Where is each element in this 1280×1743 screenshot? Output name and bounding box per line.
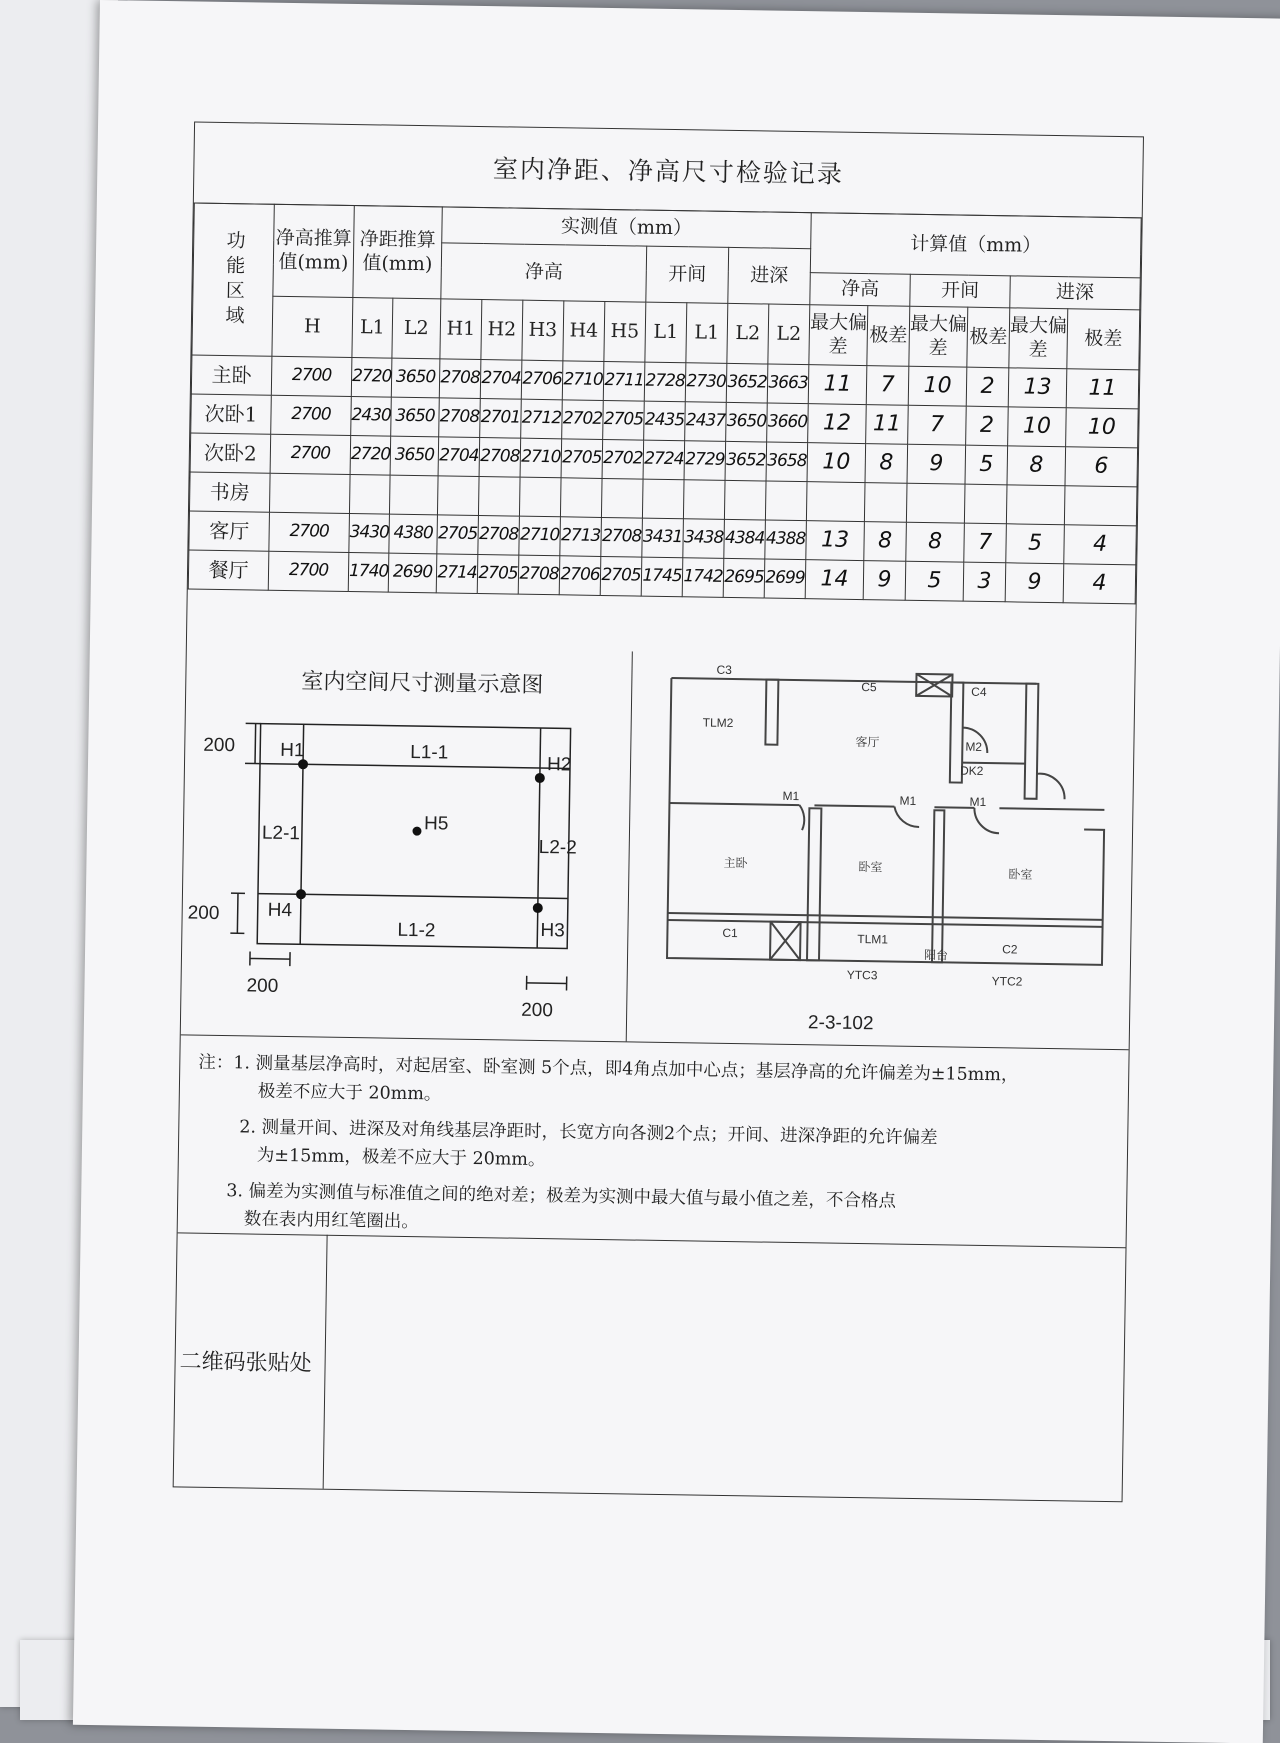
- col-h2: H2: [481, 300, 523, 361]
- dim-label-top: 200: [203, 735, 235, 756]
- cell-brng: 7: [964, 523, 1007, 563]
- plan-c2: C2: [1002, 942, 1018, 956]
- cell-m-l2a: [724, 480, 766, 520]
- header-calc-depth: 进深: [1010, 276, 1140, 310]
- dim-label-bottom: 200: [188, 902, 220, 923]
- cell-h4: 2705: [561, 439, 603, 479]
- plan-balcony: 阳台: [924, 948, 948, 962]
- plan-m2: M2: [965, 740, 982, 754]
- cell-m-l1a: [642, 479, 684, 519]
- plan-c1: C1: [722, 926, 738, 940]
- plan-caption: 2-3-102: [808, 1012, 874, 1035]
- cell-hrng: 11: [866, 405, 909, 445]
- label-l1-1: L1-1: [410, 742, 448, 764]
- cell-drng: 4: [1064, 525, 1137, 565]
- col-l1: L1: [352, 298, 393, 359]
- header-bay: 开间: [646, 246, 729, 303]
- cell-h4: 2702: [562, 400, 604, 440]
- plan-dk2: DK2: [960, 764, 984, 778]
- measurement-table: [188, 202, 1142, 604]
- cell-m-l2b: 4388: [765, 520, 807, 560]
- dim-label-right: 200: [521, 1000, 553, 1021]
- cell-m-l1a: 2724: [643, 440, 685, 480]
- cell-h5: 2711: [603, 361, 645, 401]
- plan-bed-a: 卧室: [858, 859, 882, 874]
- cell-hdev: 13: [806, 521, 865, 561]
- cell-l1: 3430: [349, 513, 390, 553]
- room-name: 次卧2: [190, 433, 271, 473]
- cell-bdev: 9: [907, 444, 966, 484]
- cell-brng: 3: [963, 562, 1006, 602]
- cell-hdev: 11: [808, 365, 867, 405]
- cell-m-l1b: 1742: [682, 558, 724, 598]
- col-h4: H4: [563, 301, 605, 362]
- cell-brng: 5: [965, 445, 1008, 485]
- cell-h5: 2702: [602, 439, 644, 479]
- cell-h1: 2704: [438, 437, 480, 477]
- cell-l2: 4380: [389, 514, 438, 554]
- cell-h4: [560, 478, 602, 518]
- cell-m-l1a: 2728: [644, 362, 686, 402]
- label-l1-2: L1-2: [397, 920, 435, 942]
- cell-ddev: [1006, 485, 1065, 525]
- label-l2-1: L2-1: [262, 823, 300, 845]
- cell-h2: 2708: [478, 516, 520, 556]
- cell-m-l1b: 3438: [683, 519, 725, 559]
- col-l2: L2: [392, 298, 441, 359]
- cell-drng: 10: [1066, 408, 1139, 448]
- cell-brng: [964, 484, 1007, 524]
- floor-plan: [631, 658, 1116, 1005]
- header-depth: 进深: [728, 247, 811, 304]
- point-h4: [296, 889, 306, 899]
- cell-l2: 3650: [390, 436, 439, 476]
- cell-h5: 2708: [601, 517, 643, 557]
- cell-l2: 2690: [388, 553, 437, 593]
- note-3a: 3. 偏差为实测值与标准值之间的绝对差；极差为实测中最大值与最小值之差，不合格点: [226, 1177, 896, 1213]
- cell-h4: 2706: [559, 556, 601, 596]
- cell-h3: 2710: [519, 516, 561, 556]
- header-func-area: 功能区域: [192, 203, 274, 356]
- cell-m-l1a: 3431: [642, 518, 684, 558]
- cell-h: 2700: [271, 356, 352, 396]
- cell-l1: 2430: [351, 396, 392, 436]
- cell-m-l2a: 2695: [723, 558, 765, 598]
- cell-h1: 2708: [439, 398, 481, 438]
- cell-h: 2700: [269, 512, 350, 552]
- dim-line-right: [527, 983, 567, 984]
- plan-c4: C4: [971, 685, 987, 699]
- cell-l1: 2720: [351, 358, 392, 398]
- cell-ddev: 9: [1005, 563, 1064, 603]
- diagram-section: [181, 644, 1135, 1050]
- cell-brng: 2: [966, 367, 1009, 407]
- plan-tlm2: TLM2: [703, 716, 734, 730]
- form-title: 室内净距、净高尺寸检验记录: [194, 123, 1143, 219]
- cell-m-l2a: 3652: [725, 441, 767, 481]
- cell-h1: [437, 476, 479, 516]
- plan-m1-c: M1: [969, 795, 986, 809]
- cell-hrng: 8: [865, 444, 908, 484]
- cell-m-l2b: 3663: [767, 364, 809, 404]
- label-h4: H4: [268, 900, 293, 921]
- cell-ddev: 10: [1008, 407, 1067, 447]
- cell-h: [269, 473, 350, 513]
- dim-line-top: [255, 724, 256, 764]
- header-calc: 计算值（mm）: [810, 213, 1141, 278]
- col-d-maxdev: 最大偏差: [1009, 308, 1068, 369]
- col-h3: H3: [522, 300, 564, 361]
- plan-c5: C5: [861, 680, 877, 694]
- cell-hrng: 9: [863, 561, 906, 601]
- point-h3: [533, 903, 543, 913]
- header-calc-net-h: 净高: [810, 273, 910, 307]
- header-l-est: 净距推算值(mm): [353, 206, 442, 299]
- col-l2-a: L2: [727, 303, 769, 364]
- point-h2: [535, 773, 545, 783]
- cell-h4: 2713: [560, 517, 602, 557]
- cell-h5: 2705: [600, 556, 642, 596]
- cell-m-l1b: 2730: [685, 363, 727, 403]
- cell-bdev: 5: [905, 561, 964, 601]
- cell-drng: 11: [1066, 369, 1139, 409]
- cell-m-l1b: 2729: [684, 441, 726, 481]
- col-b-range: 极差: [967, 307, 1010, 368]
- cell-m-l2b: 2699: [764, 559, 806, 599]
- cell-ddev: 5: [1006, 524, 1065, 564]
- point-h5: [412, 827, 421, 836]
- cell-l1: 1740: [348, 552, 389, 592]
- inspection-form: [173, 121, 1144, 1502]
- cell-h1: 2714: [436, 554, 478, 594]
- plan-m1-b: M1: [899, 794, 916, 808]
- plan-living: 客厅: [855, 734, 879, 749]
- cell-m-l2a: 3652: [726, 363, 768, 403]
- col-l2-b: L2: [768, 304, 810, 365]
- header-calc-bay: 开间: [910, 274, 1010, 308]
- col-h5: H5: [604, 301, 646, 362]
- cell-h2: 2701: [480, 399, 522, 439]
- cell-m-l1b: [683, 480, 725, 520]
- cell-hrng: [864, 483, 907, 523]
- cell-hdev: 14: [805, 560, 864, 600]
- room-name: 书房: [189, 472, 270, 512]
- cell-m-l1a: 2435: [644, 401, 686, 441]
- cell-h1: 2705: [437, 515, 479, 555]
- diagram-title: 室内空间尺寸测量示意图: [301, 664, 543, 699]
- room-measure-diagram: [181, 692, 626, 1039]
- cell-h2: 2704: [480, 360, 522, 400]
- note-1b: 极差不应大于 20mm。: [258, 1078, 442, 1106]
- cell-m-l2a: 3650: [726, 402, 768, 442]
- label-h1: H1: [280, 740, 305, 761]
- cell-bdev: 7: [908, 405, 967, 445]
- dim-line-bottom: [237, 893, 238, 933]
- cell-m-l1b: 2437: [685, 402, 727, 442]
- label-l2-2: L2-2: [539, 837, 577, 859]
- plan-m1-a: M1: [782, 789, 799, 803]
- cell-l2: 3650: [391, 358, 440, 398]
- note-2b: 为±15mm，极差不应大于 20mm。: [257, 1142, 546, 1172]
- cell-m-l2a: 4384: [724, 519, 766, 559]
- col-h-range: 极差: [867, 306, 910, 367]
- cell-l2: [389, 475, 438, 515]
- header-h-est: 净高推算值(mm): [273, 204, 354, 297]
- label-h5: H5: [424, 813, 449, 834]
- cell-m-l1a: 1745: [641, 557, 683, 597]
- cell-hdev: 10: [807, 443, 866, 483]
- note-2a: 2. 测量开间、进深及对角线基层净距时，长宽方向各测2个点；开间、进深净距的允许偏差: [239, 1113, 938, 1149]
- cell-m-l2b: [765, 481, 807, 521]
- plan-ytc3: YTC3: [847, 968, 878, 982]
- col-h-maxdev: 最大偏差: [809, 305, 868, 366]
- header-measured: 实测值（mm）: [442, 207, 812, 249]
- col-l1-b: L1: [686, 303, 728, 364]
- plan-tlm1: TLM1: [857, 932, 888, 946]
- cell-brng: 2: [966, 406, 1009, 446]
- qr-paste-area: [326, 1235, 1126, 1501]
- cell-hrng: 7: [866, 366, 909, 406]
- cell-h: 2700: [270, 434, 351, 474]
- label-h2: H2: [547, 754, 572, 775]
- cell-l1: [349, 474, 390, 514]
- cell-h3: 2706: [521, 360, 563, 400]
- notes-section: [178, 1034, 1129, 1248]
- note-1a: 注：1. 测量基层净高时，对起居室、卧室测 5个点，即4角点加中心点；基层净高的允许偏差为±15mm，: [198, 1049, 1019, 1087]
- cell-h3: 2712: [521, 399, 563, 439]
- cell-l2: 3650: [391, 397, 440, 437]
- cell-h3: 2708: [518, 555, 560, 595]
- dim-label-left: 200: [246, 975, 278, 996]
- label-h3: H3: [540, 920, 565, 941]
- cell-h: 2700: [271, 395, 352, 435]
- cell-h5: 2705: [603, 400, 645, 440]
- cell-drng: [1064, 486, 1137, 526]
- room-name: 主卧: [191, 355, 272, 395]
- cell-m-l2b: 3658: [766, 442, 808, 482]
- cell-hdev: 12: [808, 404, 867, 444]
- header-net-h: 净高: [441, 243, 647, 302]
- cell-h: 2700: [268, 551, 349, 591]
- cell-h3: 2710: [520, 438, 562, 478]
- note-3b: 数在表内用红笔圈出。: [244, 1205, 419, 1233]
- cell-h2: 2708: [479, 438, 521, 478]
- cell-l1: 2720: [350, 435, 391, 475]
- cell-ddev: 13: [1008, 368, 1067, 408]
- cell-drng: 4: [1063, 564, 1136, 604]
- room-name: 餐厅: [188, 550, 269, 590]
- cell-h5: [601, 478, 643, 518]
- cell-drng: 6: [1065, 447, 1138, 487]
- cell-hrng: 8: [864, 522, 907, 562]
- room-name: 次卧1: [191, 394, 272, 434]
- document-page: [73, 0, 1280, 1743]
- cell-ddev: 8: [1007, 446, 1066, 486]
- room-name: 客厅: [189, 511, 270, 551]
- cell-h3: [519, 477, 561, 517]
- plan-ytc2: YTC2: [992, 974, 1023, 988]
- plan-master: 主卧: [723, 855, 748, 870]
- col-h: H: [272, 296, 353, 357]
- cell-h4: 2710: [562, 361, 604, 401]
- cell-hdev: [806, 482, 865, 522]
- plan-c3: C3: [716, 663, 732, 677]
- cell-h2: [478, 477, 520, 517]
- plan-bed-b: 卧室: [1008, 866, 1032, 881]
- col-d-range: 极差: [1067, 309, 1140, 370]
- cell-h1: 2708: [439, 359, 481, 399]
- col-h1: H1: [440, 299, 482, 360]
- col-b-maxdev: 最大偏差: [909, 306, 968, 367]
- qr-label: 二维码张贴处: [174, 1232, 328, 1488]
- cell-bdev: 10: [908, 366, 967, 406]
- cell-bdev: [906, 483, 965, 523]
- dim-line-left: [250, 958, 290, 959]
- cell-m-l2b: 3660: [767, 403, 809, 443]
- cell-h2: 2705: [477, 555, 519, 595]
- col-l1-a: L1: [645, 302, 687, 363]
- cell-bdev: 8: [906, 522, 965, 562]
